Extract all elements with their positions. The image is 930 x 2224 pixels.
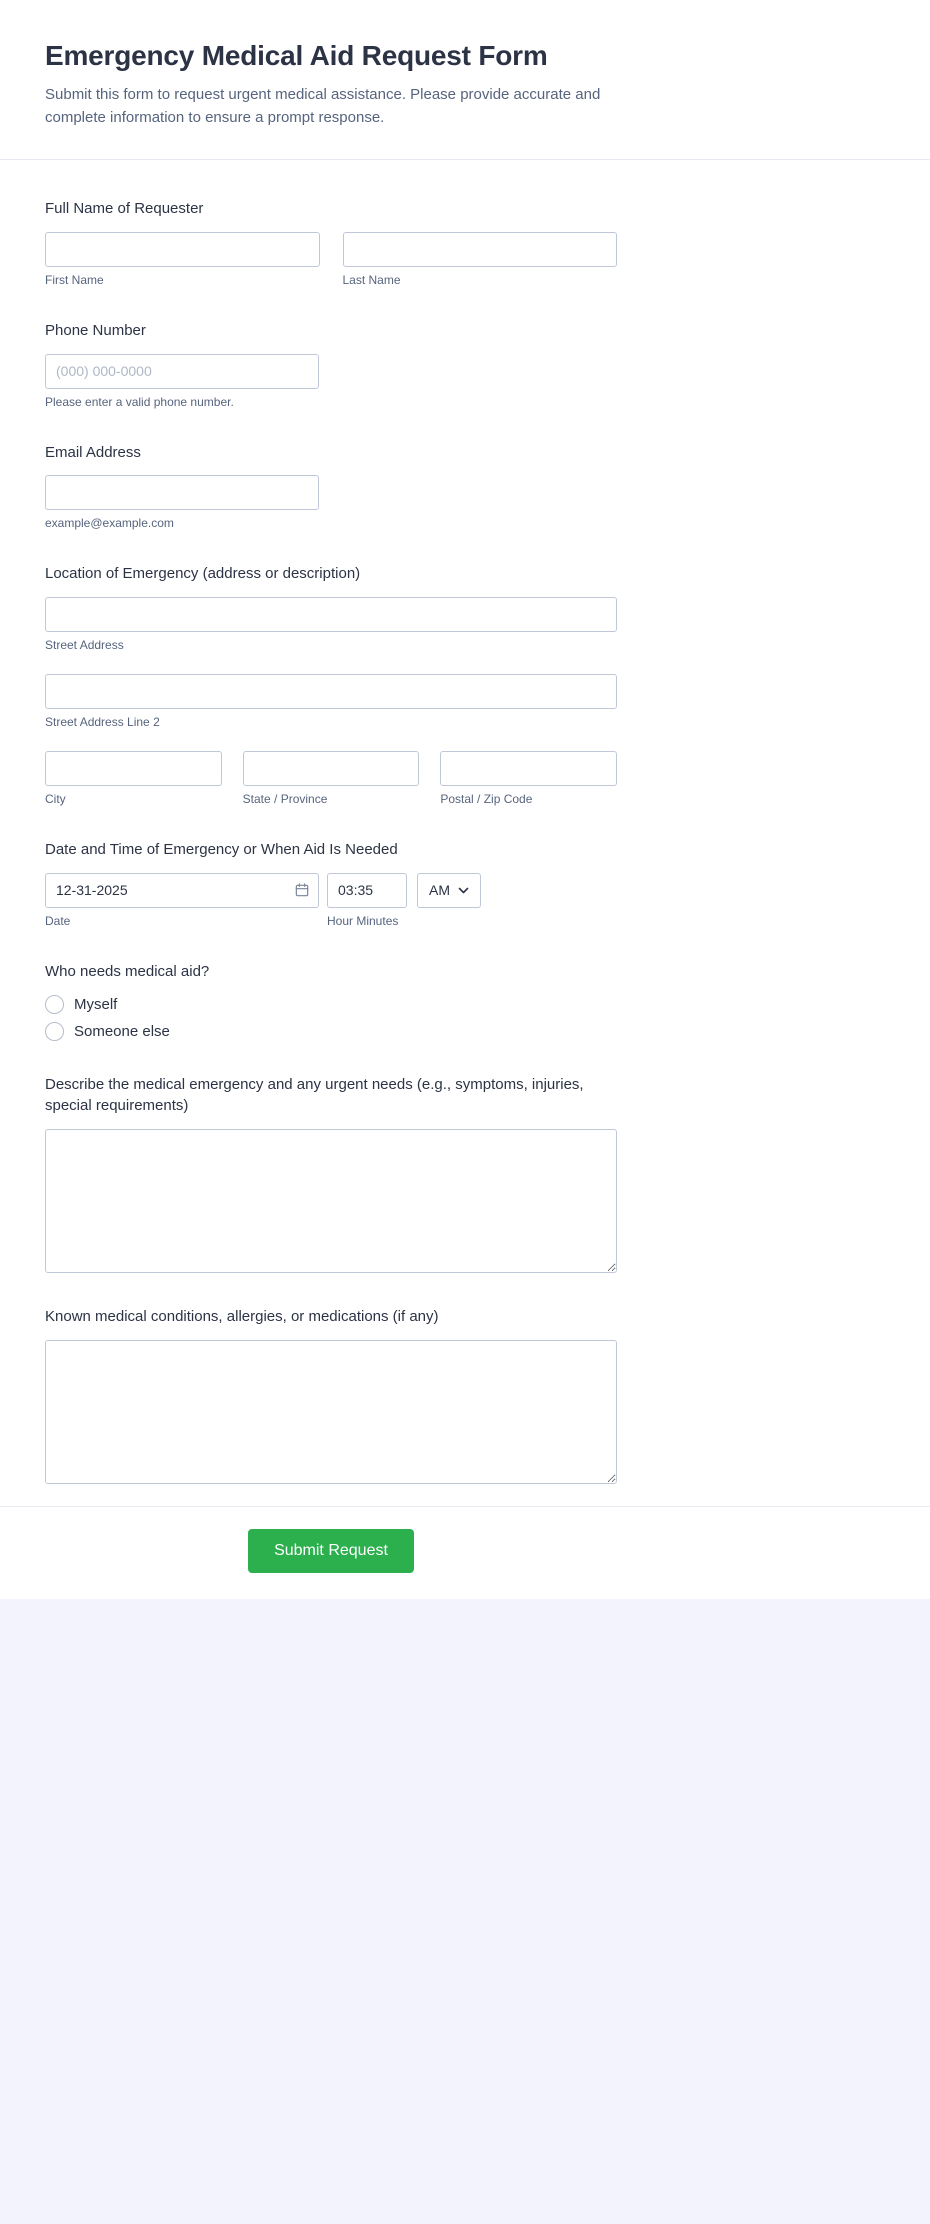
- email-sublabel: example@example.com: [45, 516, 174, 531]
- city-input[interactable]: [45, 751, 222, 786]
- submit-row: [45, 1507, 617, 1599]
- first-name-field: [45, 232, 320, 287]
- describe-emergency-textarea[interactable]: [45, 1129, 617, 1273]
- radio-circle-icon[interactable]: [45, 995, 64, 1014]
- street-address-field: [45, 597, 617, 652]
- form-title: Emergency Medical Aid Request Form: [45, 40, 548, 71]
- last-name-sublabel: Last Name: [342, 272, 401, 287]
- radio-option-myself[interactable]: [45, 995, 617, 1014]
- radio-circle-icon[interactable]: [45, 1022, 64, 1041]
- time-input[interactable]: [327, 873, 407, 908]
- phone-sublabel: Please enter a valid phone number.: [45, 394, 234, 409]
- question-who-needs-aid: [45, 961, 617, 1041]
- location-label: Location of Emergency (address or description): [45, 565, 361, 583]
- phone-label: Phone Number: [45, 321, 146, 339]
- state-sublabel: State / Province: [242, 792, 328, 806]
- email-field: [45, 475, 319, 510]
- state-field: [243, 751, 420, 806]
- known-conditions-textarea[interactable]: [45, 1340, 617, 1484]
- first-name-input[interactable]: [45, 232, 320, 267]
- question-datetime: [45, 839, 617, 928]
- question-email: [45, 442, 617, 531]
- email-input[interactable]: [45, 475, 319, 510]
- chevron-down-icon: [458, 887, 469, 894]
- ampm-value: AM: [429, 882, 450, 899]
- who-needs-aid-label: Who needs medical aid?: [45, 962, 210, 980]
- phone-field: [45, 354, 319, 389]
- street-address2-field: [45, 674, 617, 729]
- form-body: [0, 160, 617, 1484]
- last-name-input[interactable]: [343, 232, 618, 267]
- known-conditions-label: Known medical conditions, allergies, or medications (if any): [45, 1308, 439, 1325]
- street-address-sublabel: Street Address: [45, 638, 124, 652]
- datetime-label: Date and Time of Emergency or When Aid Is Needed: [45, 841, 398, 858]
- question-known-conditions: [45, 1306, 617, 1484]
- time-field: [327, 873, 407, 928]
- first-name-sublabel: First Name: [45, 272, 104, 287]
- state-input[interactable]: [243, 751, 420, 786]
- date-sublabel: Date: [45, 913, 71, 928]
- date-field: [45, 873, 319, 928]
- ampm-select[interactable]: [417, 873, 481, 908]
- question-describe-emergency: [45, 1074, 617, 1274]
- city-field: [45, 751, 222, 806]
- describe-emergency-label: Describe the medical emergency and any urgent needs (e.g., symptoms, injuries, special requirements): [45, 1075, 584, 1115]
- street-address2-sublabel: Street Address Line 2: [45, 715, 160, 729]
- form-header: [0, 0, 930, 160]
- street-address-input[interactable]: [45, 597, 617, 632]
- time-sublabel: Hour Minutes: [327, 913, 399, 928]
- question-phone: [45, 320, 617, 409]
- city-sublabel: City: [45, 792, 66, 806]
- form-subtitle: Submit this form to request urgent medical assistance. Please provide accurate and complete information to ensure a prompt response.: [45, 86, 601, 126]
- date-input[interactable]: [45, 873, 319, 908]
- calendar-icon[interactable]: [294, 882, 310, 898]
- radio-option-someone-else[interactable]: [45, 1022, 617, 1041]
- phone-input[interactable]: [45, 354, 319, 389]
- last-name-field: [343, 232, 618, 287]
- postal-input[interactable]: [440, 751, 617, 786]
- full-name-label: Full Name of Requester: [45, 200, 204, 217]
- question-location: [45, 563, 617, 806]
- radio-option-label: Someone else: [74, 1022, 170, 1040]
- radio-group: [45, 995, 617, 1041]
- question-full-name: [45, 198, 617, 287]
- postal-field: [440, 751, 617, 806]
- postal-sublabel: Postal / Zip Code: [440, 792, 533, 806]
- email-label: Email Address: [45, 443, 141, 461]
- radio-option-label: Myself: [74, 995, 118, 1013]
- street-address2-input[interactable]: [45, 674, 617, 709]
- submit-button[interactable]: Submit Request: [248, 1529, 414, 1573]
